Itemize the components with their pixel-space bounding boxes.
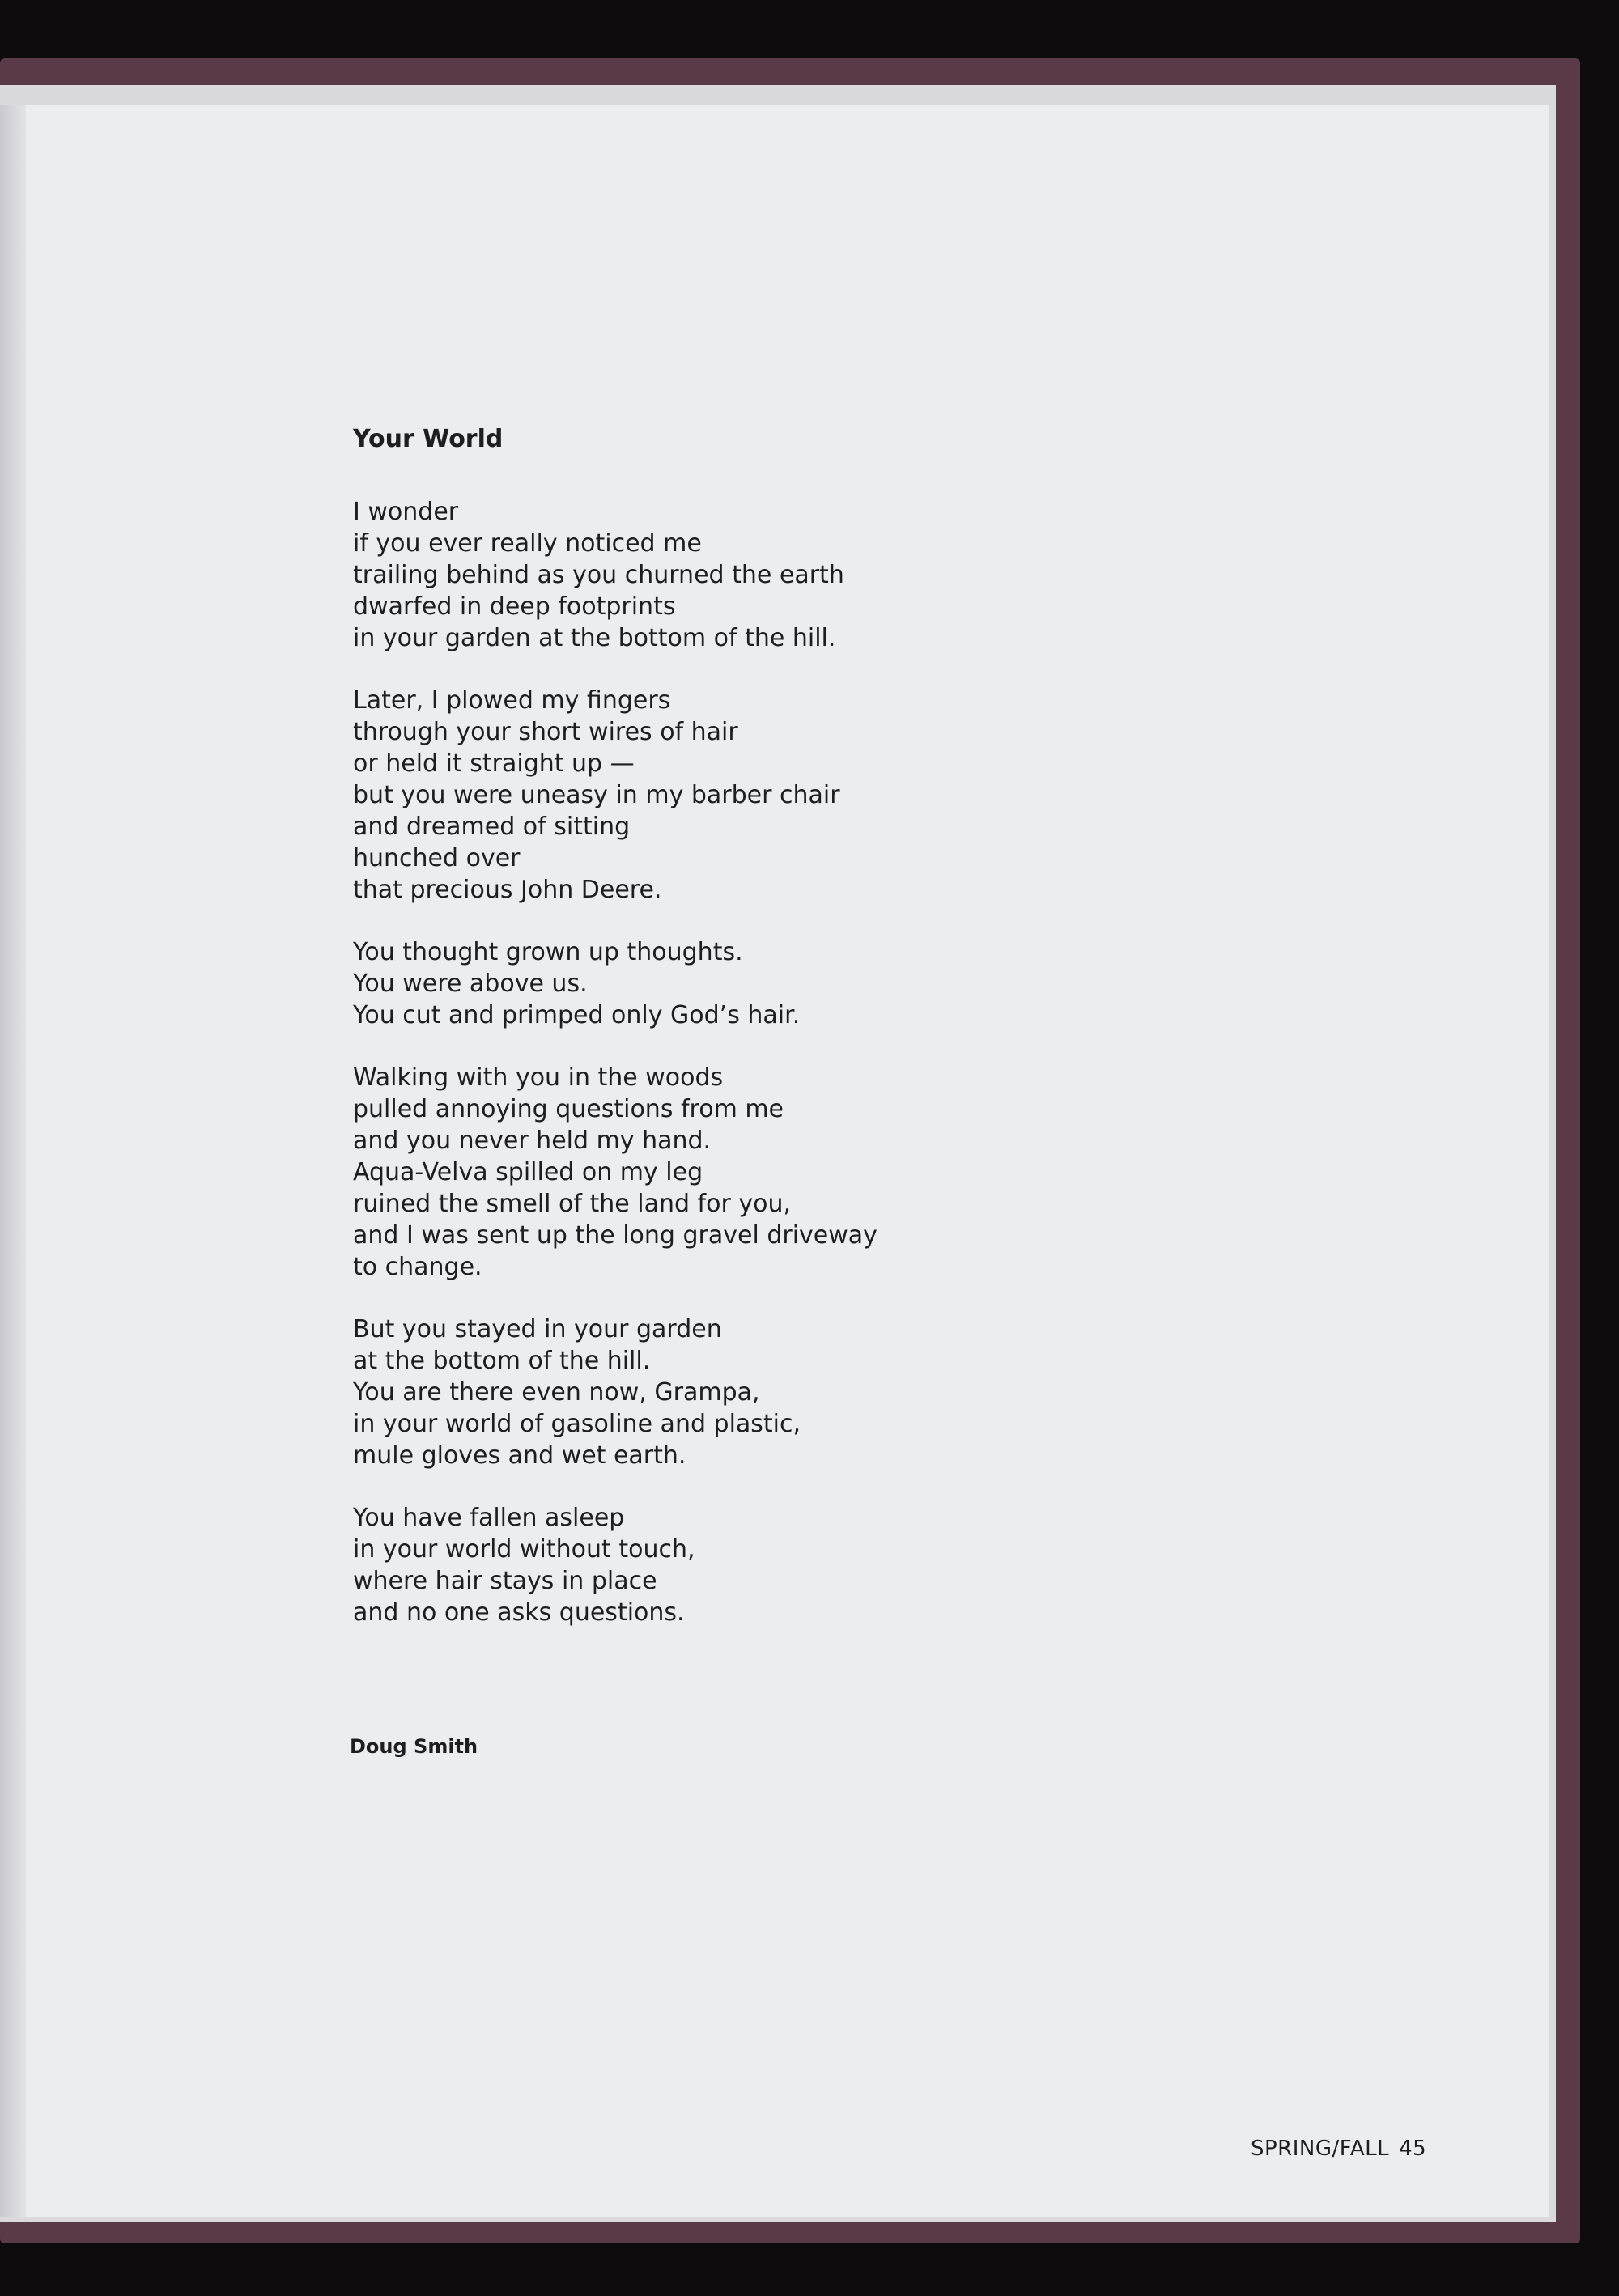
poem-line: pulled annoying questions from me xyxy=(353,1095,784,1123)
poem-line: that precious John Deere. xyxy=(353,876,662,904)
stanza xyxy=(353,1062,1324,1283)
stanza xyxy=(353,496,1324,654)
page-gutter xyxy=(0,105,26,2217)
poem-line: trailing behind as you churned the earth xyxy=(353,561,844,589)
poem-line: in your garden at the bottom of the hill. xyxy=(353,624,836,652)
stanza xyxy=(353,936,1324,1031)
poem-line: or held it straight up — xyxy=(353,749,635,778)
poem-line: at the bottom of the hill. xyxy=(353,1347,651,1375)
issue-label: SPRING/FALL xyxy=(1251,2137,1390,2161)
poem-line: You are there even now, Grampa, xyxy=(353,1378,760,1407)
poem-line: I wonder xyxy=(353,498,459,526)
poem-line: Walking with you in the woods xyxy=(353,1063,724,1092)
stanza xyxy=(353,1314,1324,1471)
poem-line: if you ever really noticed me xyxy=(353,529,702,558)
poem-line: ruined the smell of the land for you, xyxy=(353,1190,791,1218)
poem-line: You were above us. xyxy=(353,970,588,998)
poem-line: but you were uneasy in my barber chair xyxy=(353,781,840,809)
poem-line: and no one asks questions. xyxy=(353,1598,685,1627)
poem-line: You have fallen asleep xyxy=(353,1504,625,1532)
poem-line: where hair stays in place xyxy=(353,1567,657,1595)
poem-line: dwarfed in deep footprints xyxy=(353,592,676,621)
stanza xyxy=(353,1502,1324,1628)
poem-line: Aqua-Velva spilled on my leg xyxy=(353,1158,703,1186)
poem-line: You cut and primped only God’s hair. xyxy=(353,1001,801,1029)
poem-line: in your world without touch, xyxy=(353,1535,695,1564)
poem-line: hunched over xyxy=(353,844,521,872)
stanza xyxy=(353,685,1324,906)
page-number: 45 xyxy=(1399,2137,1427,2161)
poem-line: But you stayed in your garden xyxy=(353,1315,722,1343)
poem-line: You thought grown up thoughts. xyxy=(353,938,743,966)
poem-line: Later, I plowed my fingers xyxy=(353,686,671,715)
poem-line: to change. xyxy=(353,1253,482,1281)
poem-line: mule gloves and wet earth. xyxy=(353,1441,686,1470)
poem-line: and I was sent up the long gravel driveway xyxy=(353,1221,877,1250)
page-footer xyxy=(1251,2137,1436,2161)
poem-author: Doug Smith xyxy=(350,1735,478,1758)
poem-title: Your World xyxy=(353,425,504,453)
poem xyxy=(353,425,1324,1659)
poem-line: in your world of gasoline and plastic, xyxy=(353,1410,801,1438)
poem-line: and dreamed of sitting xyxy=(353,813,631,841)
poem-line: and you never held my hand. xyxy=(353,1127,712,1155)
poem-line: through your short wires of hair xyxy=(353,718,738,746)
